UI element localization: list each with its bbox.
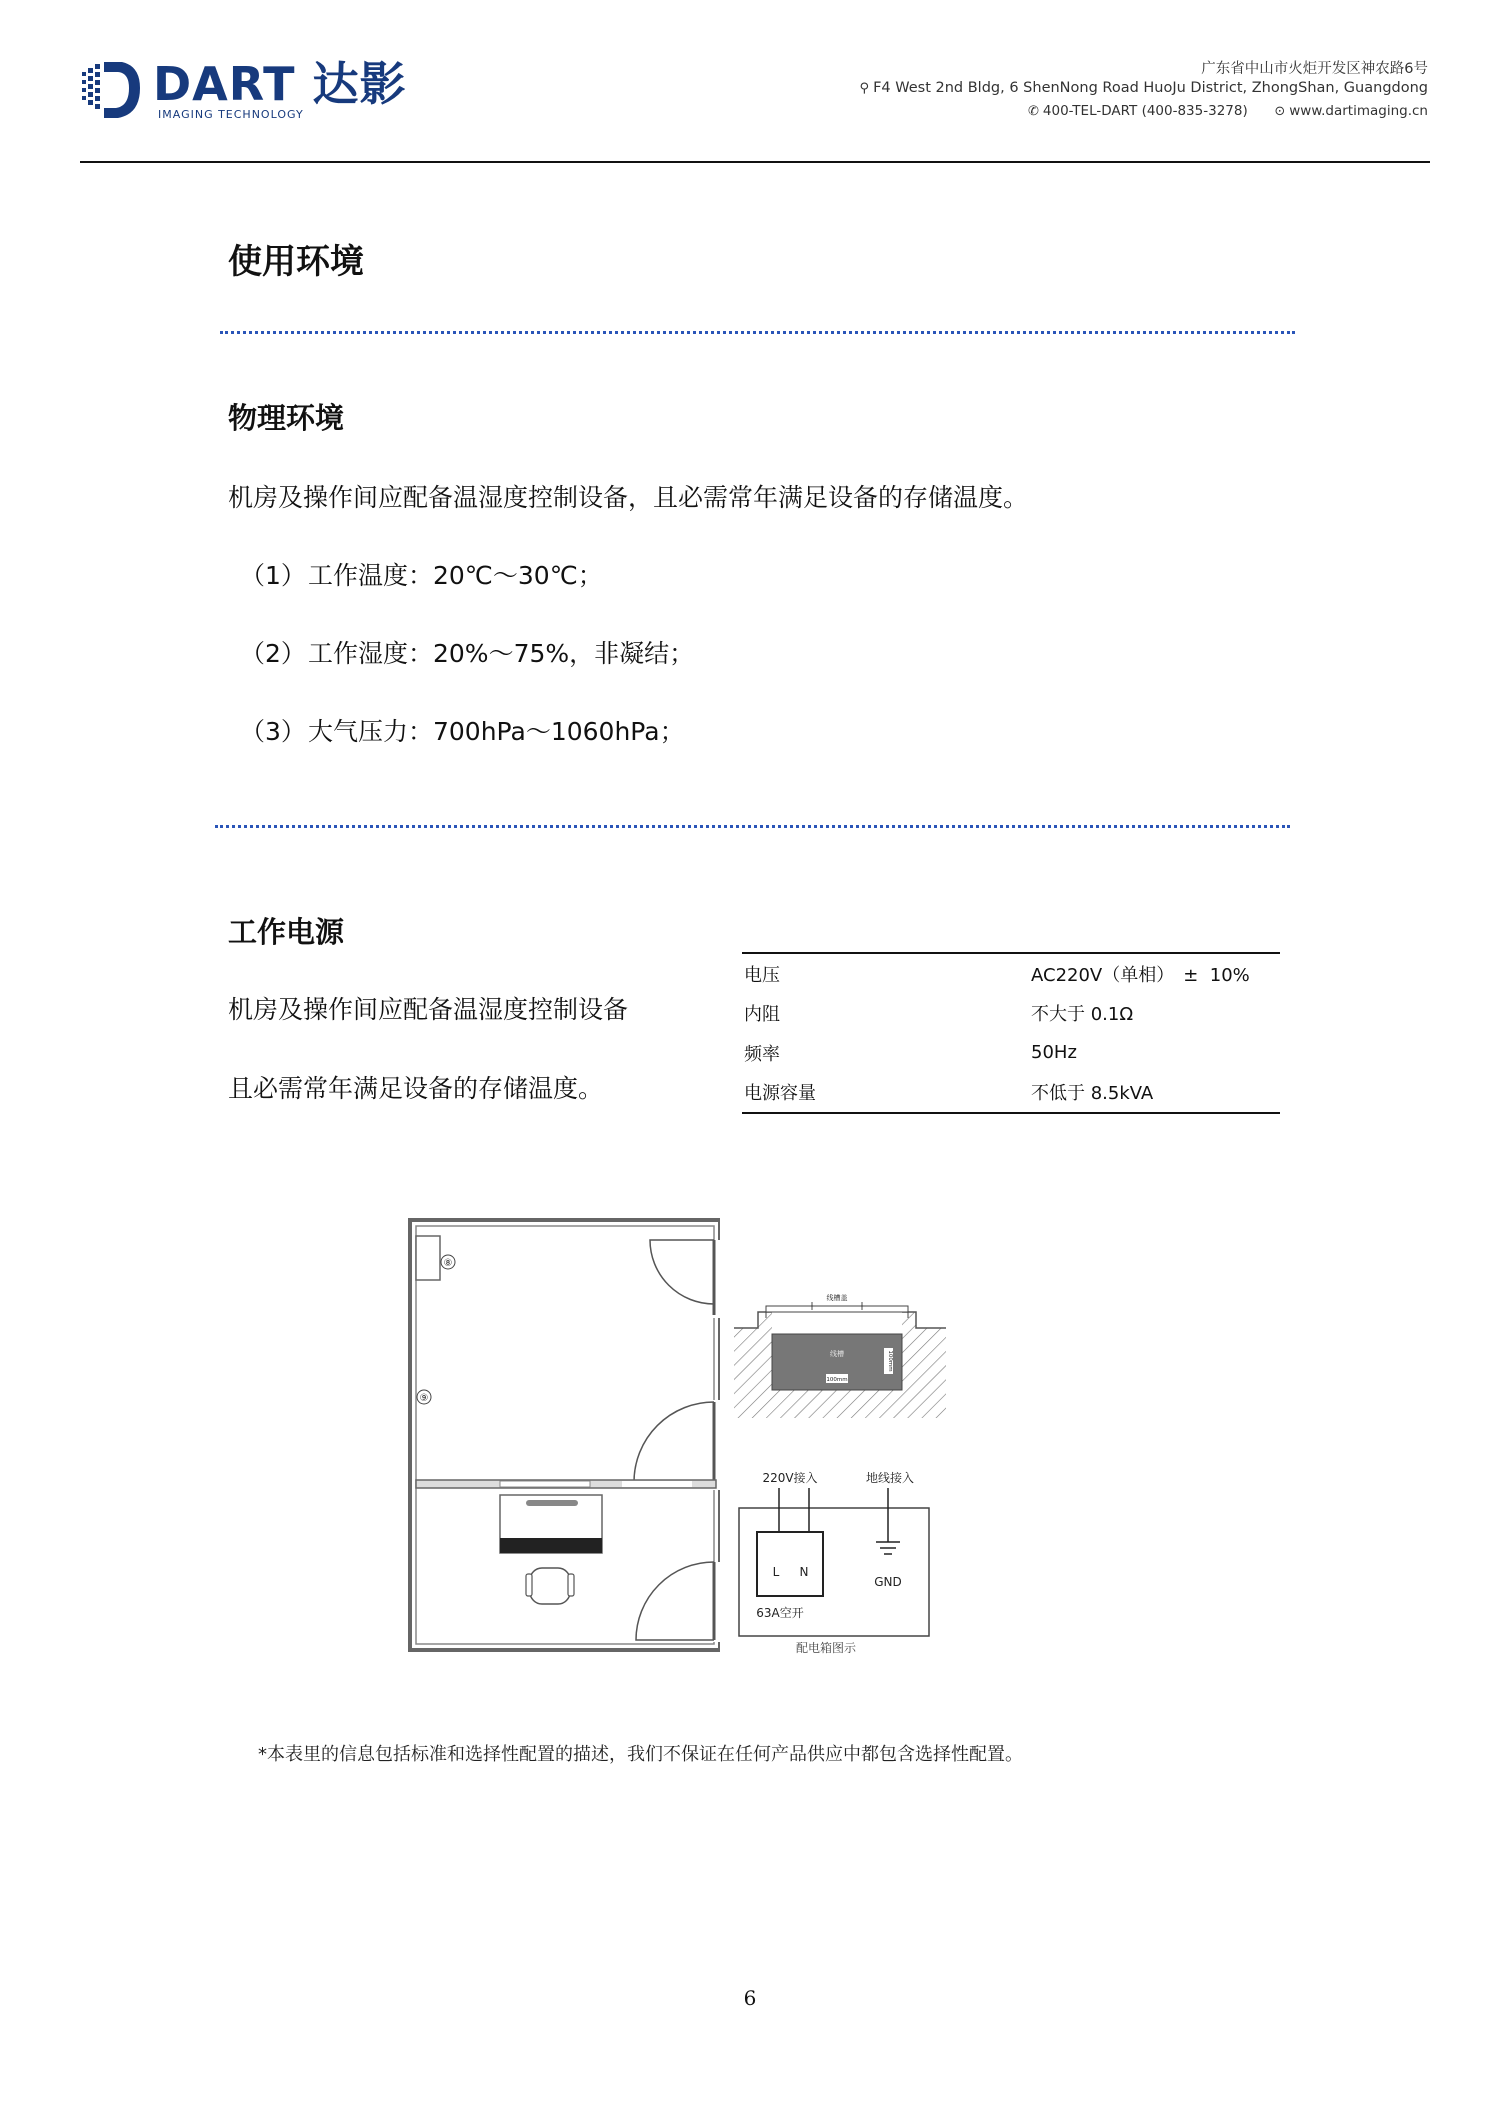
gnd-label: GND: [874, 1575, 902, 1589]
table-cell-label: 频率: [744, 1043, 780, 1065]
cable-trench-diagram: [730, 1270, 950, 1420]
list-item: [240, 634, 694, 670]
box-caption: 配电箱图示: [795, 1641, 857, 1655]
power-text-line1: 机房及操作间应配备温湿度控制设备: [228, 995, 629, 1024]
list-item: [240, 712, 685, 748]
list-item-text: 大气压力：700hPa～1060hPa；: [308, 717, 685, 746]
breaker-box: [757, 1532, 823, 1596]
monitor: [526, 1500, 578, 1506]
observation-window: [500, 1481, 590, 1487]
phone-icon: ✆: [1028, 104, 1039, 119]
console: [500, 1538, 602, 1553]
trench-cover-label: 线槽盖: [826, 1294, 848, 1302]
door-swing-bottom: [636, 1562, 714, 1640]
physical-env-intro: 机房及操作间应配备温湿度控制设备，且必需常年满足设备的存储温度。: [228, 483, 1029, 512]
page-number: 6: [743, 1986, 757, 2010]
table-row: [742, 994, 1280, 1034]
table-cell-label: 电源容量: [744, 1083, 816, 1105]
logo-mark-icon: [82, 58, 144, 120]
neutral-label: N: [799, 1565, 809, 1579]
section-title: 使用环境: [228, 242, 364, 282]
footnote: *本表里的信息包括标准和选择性配置的描述，我们不保证在任何产品供应中都包含选择性配置。: [258, 1744, 1023, 1765]
table-cell-value: 不大于 0.1Ω: [1031, 1004, 1134, 1026]
door-swing-middle: [634, 1402, 714, 1482]
website-link[interactable]: www.dartimaging.cn: [1289, 103, 1428, 119]
list-item-number: （1）: [240, 561, 306, 590]
operator-chair: [530, 1568, 570, 1604]
contact-line: [1028, 103, 1428, 119]
power-text-line2: 且必需常年满足设备的存储温度。: [228, 1074, 604, 1103]
door-swing-top: [650, 1240, 714, 1304]
trench-depth-label: 100mm: [887, 1350, 893, 1372]
table-row: [742, 1073, 1280, 1113]
wall-cabinet: [416, 1236, 440, 1280]
address-en: F4 West 2nd Bldg, 6 ShenNong Road HuoJu District, ZhongShan, Guangdong: [873, 80, 1428, 96]
table-cell-value: 不低于 8.5kVA: [1031, 1083, 1154, 1105]
trench-cover: [766, 1306, 908, 1312]
table-cell-value: 50Hz: [1031, 1042, 1077, 1064]
marker-8: ⑧: [443, 1258, 453, 1269]
address-cn: 广东省中山市火炬开发区神农路6号: [1201, 61, 1428, 77]
marker-9: ⑨: [419, 1393, 429, 1404]
table-row: [742, 1033, 1280, 1073]
power-spec-table: [742, 952, 1280, 1114]
brand-logo: DART 达影: [153, 57, 407, 111]
trench-width-label: 100mm: [826, 1377, 848, 1383]
input-220-label: 220V接入: [762, 1471, 818, 1485]
physical-env-title: 物理环境: [228, 401, 345, 435]
table-row: [742, 954, 1280, 994]
globe-icon: ⊙: [1274, 104, 1286, 119]
table-cell-label: 内阻: [744, 1004, 780, 1026]
address-en-line: [860, 80, 1428, 96]
header-divider: [80, 161, 1430, 163]
trench-label: 线槽: [830, 1350, 844, 1358]
phone-number: 400-TEL-DART (400-835-3278): [1042, 103, 1248, 119]
list-item-text: 工作温度：20℃～30℃；: [308, 561, 603, 590]
distribution-box-diagram: [730, 1470, 940, 1660]
power-title: 工作电源: [228, 915, 345, 949]
list-item-number: （2）: [240, 639, 306, 668]
table-cell-label: 电压: [744, 964, 780, 986]
list-item-number: （3）: [240, 717, 306, 746]
table-cell-value: AC220V（单相） ± 10%: [1031, 964, 1250, 986]
brand-tagline: IMAGING TECHNOLOGY: [158, 108, 304, 121]
location-pin-icon: ⚲: [859, 81, 870, 96]
floor-plan-diagram: [400, 1210, 720, 1660]
breaker-label: 63A空开: [756, 1606, 804, 1620]
dotted-divider: [220, 331, 1295, 334]
ground-input-label: 地线接入: [865, 1471, 915, 1485]
list-item: [240, 556, 603, 592]
list-item-text: 工作湿度：20%～75%，非凝结；: [308, 639, 695, 668]
live-label: L: [772, 1565, 780, 1579]
dotted-divider: [215, 825, 1290, 828]
